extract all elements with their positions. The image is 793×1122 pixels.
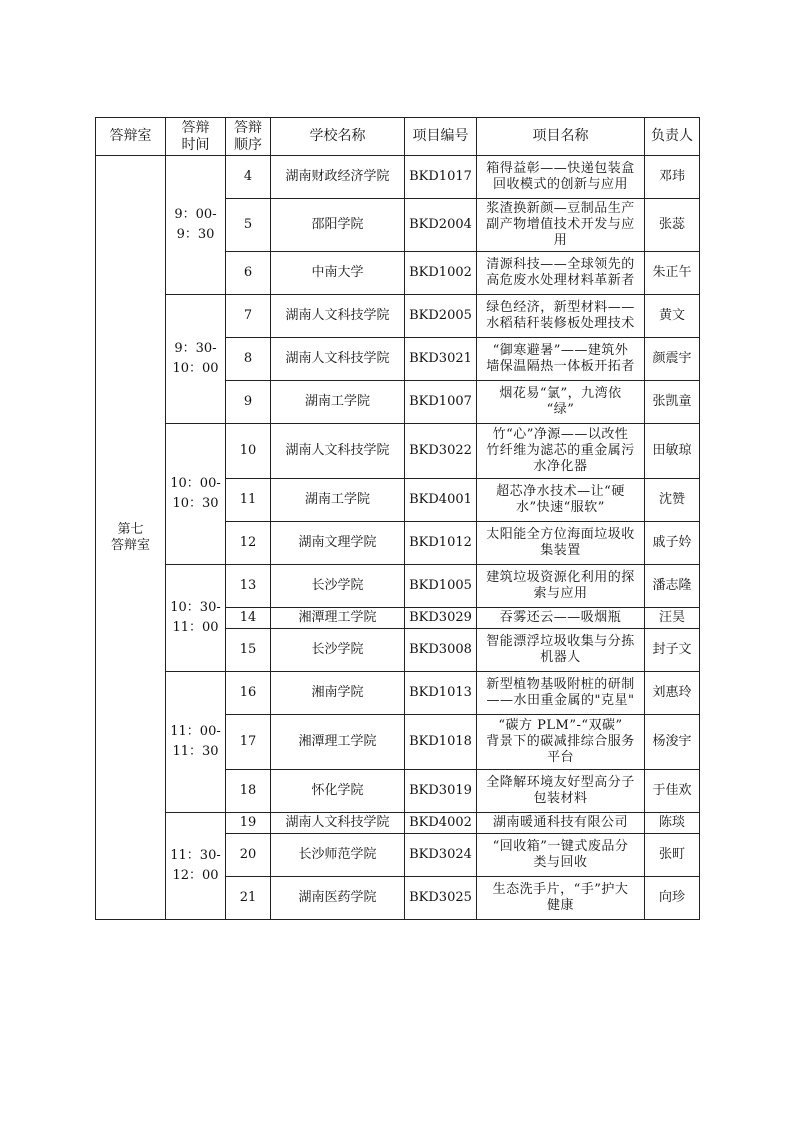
order-cell: 12 <box>226 522 271 565</box>
project-code-cell: BKD4002 <box>405 813 477 834</box>
school-cell: 湖南人文科技学院 <box>271 424 405 479</box>
project-code-cell: BKD3019 <box>405 770 477 813</box>
lead-cell: 杨浚宇 <box>645 715 700 770</box>
school-cell: 中南大学 <box>271 252 405 295</box>
project-name-line: 平台 <box>546 750 574 765</box>
project-name-cell <box>477 834 645 877</box>
project-name-cell <box>477 608 645 629</box>
project-name-cell <box>477 770 645 813</box>
project-name-line: 竹纤维为滤芯的重金属污 <box>486 443 635 458</box>
project-name-line: 副产物增值技术开发与应 <box>486 217 635 232</box>
project-code-cell: BKD1017 <box>405 156 477 199</box>
lead-cell: 于佳欢 <box>645 770 700 813</box>
project-name-cell <box>477 199 645 252</box>
lead-cell: 向珍 <box>645 877 700 920</box>
school-cell: 湘潭理工学院 <box>271 715 405 770</box>
order-cell: 14 <box>226 608 271 629</box>
project-code-cell: BKD3008 <box>405 629 477 672</box>
header-time <box>166 118 226 156</box>
project-name-cell <box>477 522 645 565</box>
project-name-line: 生态洗手片，“手”护大 <box>492 882 629 897</box>
header-row <box>96 118 700 156</box>
project-name-cell <box>477 424 645 479</box>
project-code-cell: BKD3029 <box>405 608 477 629</box>
project-code-cell: BKD1007 <box>405 381 477 424</box>
school-cell: 湘南学院 <box>271 672 405 715</box>
time-slot-cell <box>166 424 226 565</box>
time-slot-end: 9：30 <box>176 227 215 242</box>
order-cell: 9 <box>226 381 271 424</box>
project-name-cell <box>477 877 645 920</box>
lead-cell: 沈赞 <box>645 479 700 522</box>
project-name-line: 类与回收 <box>533 855 588 870</box>
order-cell: 13 <box>226 565 271 608</box>
project-name-line: 背景下的碳减排综合服务 <box>486 734 635 749</box>
project-name-line: 新型植物基吸附桩的研制 <box>486 677 635 692</box>
header-lead: 负责人 <box>645 118 700 156</box>
project-code-cell: BKD1005 <box>405 565 477 608</box>
project-code-cell: BKD3024 <box>405 834 477 877</box>
project-code-cell: BKD2004 <box>405 199 477 252</box>
lead-cell: 陈琰 <box>645 813 700 834</box>
time-slot-cell <box>166 295 226 424</box>
header-time-line2: 时间 <box>181 136 210 153</box>
order-cell: 18 <box>226 770 271 813</box>
project-name-line: 湖南暖通科技有限公司 <box>492 815 628 830</box>
project-name-cell <box>477 381 645 424</box>
project-name-line: 吞雾还云——吸烟瓶 <box>499 610 622 625</box>
lead-cell: 田敏琼 <box>645 424 700 479</box>
order-cell: 15 <box>226 629 271 672</box>
project-name-line: 清源科技——全球领先的 <box>486 257 635 272</box>
project-name-line: 集装置 <box>540 543 581 558</box>
room-cell <box>96 156 166 920</box>
time-slot-end: 12：00 <box>172 868 219 883</box>
time-slot-start: 11：30- <box>170 848 221 863</box>
project-name-line: 机器人 <box>540 650 581 665</box>
project-name-line: 建筑垃圾资源化利用的探 <box>486 570 635 585</box>
order-cell: 20 <box>226 834 271 877</box>
project-name-line: “回收箱”一键式废品分 <box>492 839 629 854</box>
header-project-name: 项目名称 <box>477 118 645 156</box>
project-name-line: “碳方 PLM”-“双碳” <box>498 718 623 733</box>
lead-cell: 黄文 <box>645 295 700 338</box>
order-cell: 4 <box>226 156 271 199</box>
header-room: 答辩室 <box>96 118 166 156</box>
time-slot-end: 10：30 <box>172 496 219 511</box>
order-cell: 8 <box>226 338 271 381</box>
time-slot-cell <box>166 156 226 295</box>
project-name-cell <box>477 252 645 295</box>
project-name-cell <box>477 715 645 770</box>
project-code-cell: BKD3025 <box>405 877 477 920</box>
table-row <box>96 295 700 338</box>
school-cell: 湖南工学院 <box>271 381 405 424</box>
order-cell: 6 <box>226 252 271 295</box>
header-order <box>226 118 271 156</box>
table-row <box>96 156 700 199</box>
header-order-line2: 顺序 <box>234 136 262 153</box>
project-name-cell <box>477 565 645 608</box>
lead-cell: 颜震宇 <box>645 338 700 381</box>
school-cell: 湖南工学院 <box>271 479 405 522</box>
lead-cell: 戚子妗 <box>645 522 700 565</box>
project-name-line: 用 <box>553 233 568 248</box>
project-name-line: 全降解环境友好型高分子 <box>486 775 635 790</box>
time-slot-start: 9：30- <box>174 341 217 356</box>
school-cell: 邵阳学院 <box>271 199 405 252</box>
school-cell: 长沙师范学院 <box>271 834 405 877</box>
time-slot-cell <box>166 565 226 672</box>
school-cell: 湖南文理学院 <box>271 522 405 565</box>
lead-cell: 张凯童 <box>645 381 700 424</box>
school-cell: 湖南人文科技学院 <box>271 295 405 338</box>
project-name-line: 烟花易“氯”，九湾依 <box>499 386 622 401</box>
project-code-cell: BKD1013 <box>405 672 477 715</box>
project-name-line: 竹“心”净源——以改性 <box>492 427 629 442</box>
lead-cell: 汪昊 <box>645 608 700 629</box>
project-name-line: “御寒避暑”——建筑外 <box>492 343 629 358</box>
schedule-body <box>96 156 700 920</box>
header-code: 项目编号 <box>405 118 477 156</box>
time-slot-end: 10：00 <box>172 361 219 376</box>
project-name-line: 水稻秸秆装修板处理技术 <box>486 316 635 331</box>
school-cell: 湖南人文科技学院 <box>271 813 405 834</box>
project-name-line: 太阳能全方位海面垃圾收 <box>486 527 635 542</box>
order-cell: 7 <box>226 295 271 338</box>
lead-cell: 刘惠玲 <box>645 672 700 715</box>
time-slot-start: 10：30- <box>170 600 221 615</box>
project-name-cell <box>477 629 645 672</box>
time-slot-start: 9：00- <box>174 207 217 222</box>
project-name-cell <box>477 338 645 381</box>
project-name-line: 绿色经济，新型材料—— <box>486 300 635 315</box>
room-line2: 答辩室 <box>110 537 150 553</box>
time-slot-end: 11：00 <box>172 620 219 635</box>
project-name-line: 墙保温隔热一体板开拓者 <box>486 359 635 374</box>
lead-cell: 封子文 <box>645 629 700 672</box>
project-name-cell <box>477 295 645 338</box>
project-code-cell: BKD4001 <box>405 479 477 522</box>
project-code-cell: BKD3022 <box>405 424 477 479</box>
school-cell: 怀化学院 <box>271 770 405 813</box>
table-row <box>96 565 700 608</box>
school-cell: 长沙学院 <box>271 629 405 672</box>
schedule-table <box>95 117 700 920</box>
project-code-cell: BKD1018 <box>405 715 477 770</box>
order-cell: 11 <box>226 479 271 522</box>
project-name-line: 箱得益彰——快递包装盒 <box>486 161 635 176</box>
room-line1: 第七 <box>117 521 144 537</box>
project-name-line: 水”快速“服软” <box>516 500 605 515</box>
lead-cell: 潘志隆 <box>645 565 700 608</box>
lead-cell: 张蕊 <box>645 199 700 252</box>
project-name-line: 超芯净水技术—让“硬 <box>496 484 625 499</box>
table-row <box>96 672 700 715</box>
project-name-line: 浆渣换新颜—豆制品生产 <box>486 201 635 216</box>
project-code-cell: BKD1002 <box>405 252 477 295</box>
project-code-cell: BKD1012 <box>405 522 477 565</box>
project-name-cell <box>477 479 645 522</box>
project-name-line: 水净化器 <box>533 459 588 474</box>
project-code-cell: BKD2005 <box>405 295 477 338</box>
lead-cell: 张町 <box>645 834 700 877</box>
time-slot-start: 11：00- <box>170 724 221 739</box>
time-slot-start: 10：00- <box>170 476 221 491</box>
lead-cell: 邓玮 <box>645 156 700 199</box>
order-cell: 17 <box>226 715 271 770</box>
order-cell: 16 <box>226 672 271 715</box>
project-name-line: 回收模式的创新与应用 <box>492 177 628 192</box>
project-name-line: 智能漂浮垃圾收集与分拣 <box>486 634 635 649</box>
project-name-line: 索与应用 <box>533 586 588 601</box>
order-cell: 10 <box>226 424 271 479</box>
time-slot-cell <box>166 813 226 920</box>
project-name-cell <box>477 813 645 834</box>
project-name-line: 高危废水处理材料革新者 <box>486 273 635 288</box>
school-cell: 湖南人文科技学院 <box>271 338 405 381</box>
school-cell: 长沙学院 <box>271 565 405 608</box>
table-row <box>96 813 700 834</box>
time-slot-end: 11：30 <box>172 744 219 759</box>
order-cell: 5 <box>226 199 271 252</box>
project-name-line: 包装材料 <box>533 791 588 806</box>
project-name-line: ——水田重金属的"克星" <box>486 693 635 708</box>
school-cell: 湖南财政经济学院 <box>271 156 405 199</box>
school-cell: 湘潭理工学院 <box>271 608 405 629</box>
order-cell: 19 <box>226 813 271 834</box>
header-order-line1: 答辩 <box>234 119 262 136</box>
lead-cell: 朱正午 <box>645 252 700 295</box>
header-time-line1: 答辩 <box>181 119 210 136</box>
header-school: 学校名称 <box>271 118 405 156</box>
project-name-line: 健康 <box>546 898 574 913</box>
project-name-cell <box>477 672 645 715</box>
table-row <box>96 424 700 479</box>
project-code-cell: BKD3021 <box>405 338 477 381</box>
project-name-cell <box>477 156 645 199</box>
school-cell: 湖南医药学院 <box>271 877 405 920</box>
time-slot-cell <box>166 672 226 813</box>
project-name-line: “绿” <box>546 402 575 417</box>
order-cell: 21 <box>226 877 271 920</box>
